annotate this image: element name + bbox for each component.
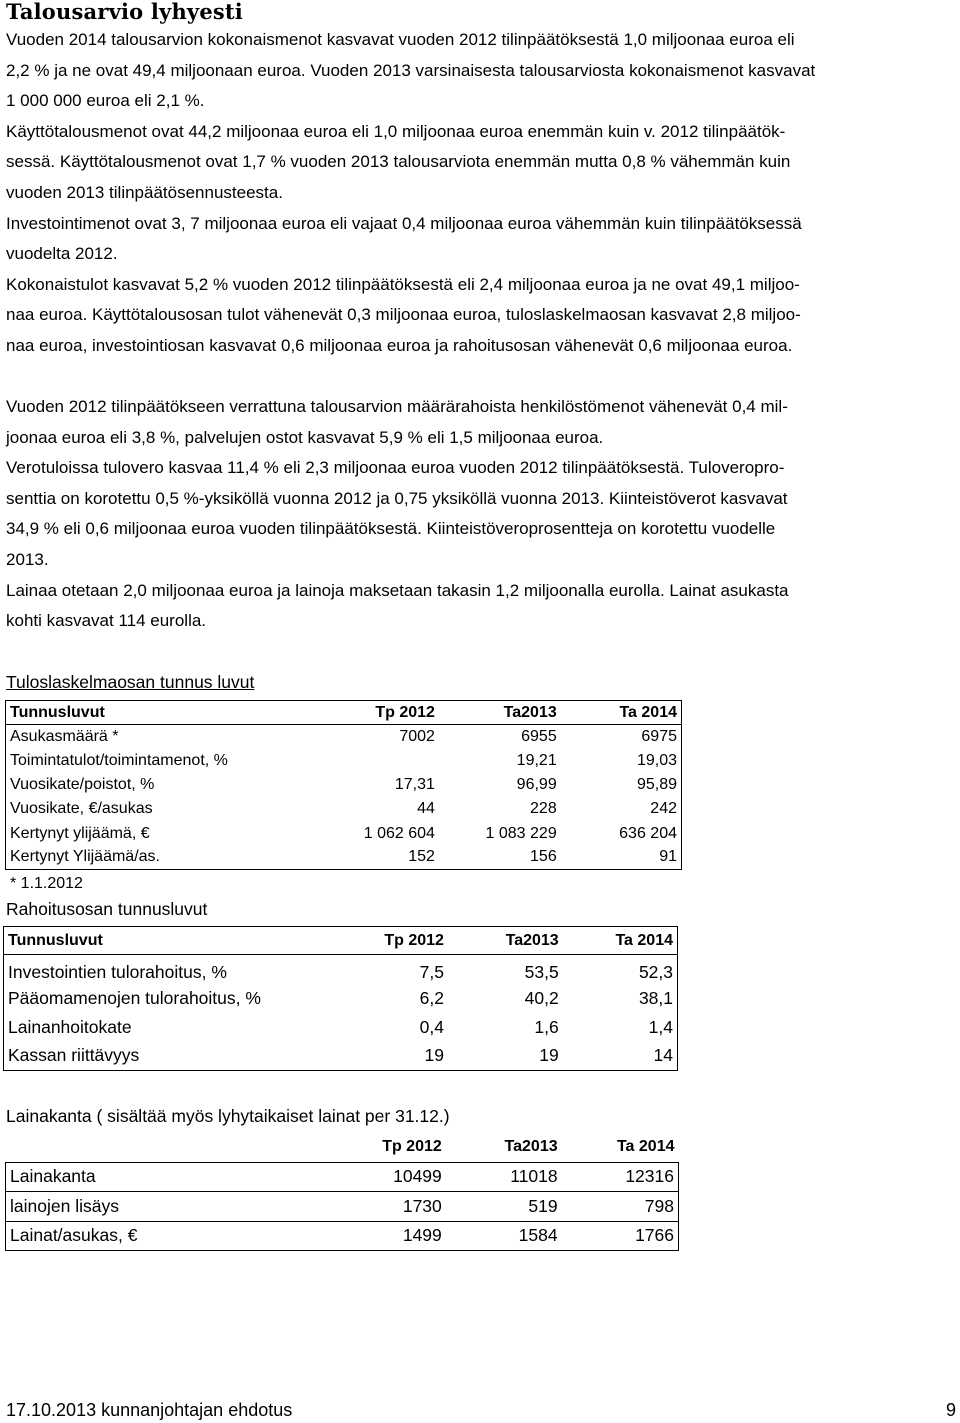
table-header-row (6, 701, 682, 725)
row-label: Kertynyt Ylijäämä/as. (10, 848, 160, 866)
table-cell: 156 (530, 848, 557, 866)
table-cell: 1584 (446, 1221, 562, 1251)
table-cell: 53,5 (524, 961, 559, 982)
table-row (6, 821, 682, 845)
table-cell: 19 (539, 1045, 559, 1066)
text-line: Investointimenot ovat 3, 7 miljoonaa euroa eli vajaat 0,4 miljoonaa euroa vähemmän kuin tilinpäätöksessä (6, 213, 802, 233)
table-row (6, 1192, 679, 1222)
loan-stock-table (5, 1133, 679, 1251)
page-heading: Talousarvio lyhyesti (6, 0, 243, 24)
table-cell: 38,1 (638, 987, 673, 1008)
table-cell: 14 (653, 1045, 673, 1066)
row-label: Investointien tulorahoitus, % (8, 961, 227, 982)
column-header: Ta2013 (448, 927, 563, 955)
column-header: Ta 2014 (562, 1133, 679, 1162)
table-row (6, 1221, 679, 1251)
row-label: Toimintatulot/toimintamenot, % (10, 751, 228, 769)
table-row (6, 846, 682, 870)
table-cell: 1499 (329, 1221, 446, 1251)
text-line: 1 000 000 euroa eli 2,1 %. (6, 91, 205, 111)
table-cell: 1,6 (534, 1016, 559, 1037)
text-line: senttia on korotettu 0,5 %-yksiköllä vuonna 2012 ja 0,75 yksiköllä vuonna 2013. Kiinteistöverot kasvavat (6, 488, 788, 508)
text-line: vuodelta 2012. (6, 244, 118, 264)
page-number: 9 (945, 1400, 956, 1420)
text-line: Verotuloissa tulovero kasvaa 11,4 % eli 2,3 miljoonaa euroa vuoden 2012 tilinpäätöksestä. Tuloveropro- (6, 458, 785, 478)
table-cell: 1,4 (648, 1016, 673, 1037)
table-cell: 152 (408, 848, 435, 866)
table-cell: 96,99 (516, 776, 557, 794)
text-line: 2013. (6, 549, 49, 569)
column-header: Ta2013 (439, 701, 561, 725)
table1-title: Tuloslaskelmaosan tunnus luvut (6, 672, 255, 692)
table-row (4, 1042, 678, 1071)
text-line: vuoden 2013 tilinpäätösennusteesta. (6, 182, 283, 202)
table-cell: 12316 (562, 1162, 679, 1192)
table-cell: 95,89 (636, 776, 677, 794)
table-cell: 11018 (446, 1162, 562, 1192)
income-statement-table (5, 700, 682, 870)
text-line: kohti kasvavat 114 eurolla. (6, 611, 207, 631)
row-label: Vuosikate, €/asukas (10, 800, 153, 818)
row-label: Vuosikate/poistot, % (10, 776, 155, 794)
summary-section (6, 25, 946, 362)
table-row (6, 797, 682, 821)
table-cell: 0,4 (419, 1016, 444, 1037)
text-line: 34,9 % eli 0,6 miljoonaa euroa vuoden tilinpäätöksestä. Kiinteistöveroprosentteja on korotettu vuodelle (6, 519, 776, 539)
text-line: Kokonaistulot kasvavat 5,2 % vuoden 2012 tilinpäätöksestä eli 2,4 miljoonaa euroa ja ne ovat 49,1 miljoo- (6, 274, 800, 294)
text-line: Lainaa otetaan 2,0 miljoonaa euroa ja lainoja maksetaan takasin 1,2 miljoonalla eurolla. Lainat asukasta (6, 580, 789, 600)
column-header (6, 1133, 329, 1162)
row-label: Lainanhoitokate (8, 1016, 132, 1037)
table-cell: 1 062 604 (363, 824, 435, 842)
column-header: Ta 2014 (561, 701, 682, 725)
table-cell: 19,03 (636, 751, 677, 769)
table-row (4, 955, 678, 984)
table-cell: 19 (424, 1045, 444, 1066)
row-label: Lainat/asukas, € (6, 1221, 329, 1251)
table-cell: 1730 (329, 1192, 446, 1222)
row-label: Pääomamenojen tulorahoitus, % (8, 987, 261, 1008)
table-row (6, 773, 682, 797)
table-row (6, 725, 682, 749)
table-cell: 519 (446, 1192, 562, 1222)
table-cell: 44 (417, 800, 435, 818)
table1-footnote: * 1.1.2012 (10, 875, 83, 892)
text-line: naa euroa, investointiosan kasvavat 0,6 miljoonaa euroa ja rahoitusosan vähenevät 0,6 miljoonaa euroa. (6, 335, 793, 355)
column-header: Ta 2014 (563, 927, 678, 955)
row-label: Kassan riittävyys (8, 1045, 140, 1066)
table-cell: 228 (530, 800, 557, 818)
table-cell: 7,5 (419, 961, 444, 982)
table-cell: 10499 (329, 1162, 446, 1192)
text-line: sessä. Käyttötalousmenot ovat 1,7 % vuoden 2013 talousarviota enemmän mutta 0,8 % vähemmän kuin (6, 152, 791, 172)
column-header: Ta2013 (446, 1133, 562, 1162)
table-cell: 6,2 (419, 987, 444, 1008)
table-cell: 52,3 (638, 961, 673, 982)
table-row (4, 984, 678, 1013)
row-label: Asukasmäärä * (10, 728, 119, 746)
table2-title: Rahoitusosan tunnusluvut (6, 899, 208, 919)
appropriations-section (6, 392, 946, 637)
text-line: joonaa euroa eli 3,8 %, palvelujen ostot kasvavat 5,9 % eli 1,5 miljoonaa euroa. (6, 427, 604, 447)
table3-title: Lainakanta ( sisältää myös lyhytaikaiset lainat per 31.12.) (6, 1106, 450, 1126)
row-label: Lainakanta (6, 1162, 329, 1192)
text-line: Vuoden 2014 talousarvion kokonaismenot kasvavat vuoden 2012 tilinpäätöksestä 1,0 miljoonaa euroa eli (6, 30, 795, 49)
row-label: lainojen lisäys (6, 1192, 329, 1222)
table-cell: 40,2 (524, 987, 559, 1008)
table-cell: 242 (650, 800, 677, 818)
column-header: Tunnusluvut (4, 927, 331, 955)
table-header-row (6, 1133, 679, 1162)
table-cell: 798 (562, 1192, 679, 1222)
table-cell: 1766 (562, 1221, 679, 1251)
text-line: naa euroa. Käyttötalousosan tulot vähenevät 0,3 miljoonaa euroa, tuloslaskelmaosan kasvavat 2,8 miljoo- (6, 305, 801, 325)
footer-date-label: 17.10.2013 kunnanjohtajan ehdotus (6, 1400, 293, 1420)
table-row (6, 749, 682, 773)
column-header: Tp 2012 (322, 701, 439, 725)
table-cell: 7002 (399, 728, 435, 746)
table-cell: 6955 (521, 728, 557, 746)
table-cell: 17,31 (394, 776, 435, 794)
table-cell: 91 (659, 848, 677, 866)
financing-table (3, 926, 678, 1071)
text-line: Käyttötalousmenot ovat 44,2 miljoonaa euroa eli 1,0 miljoonaa euroa enemmän kuin v. 2012 tilinpäätök- (6, 121, 786, 141)
table-cell: 1 083 229 (485, 824, 557, 842)
column-header: Tunnusluvut (6, 701, 323, 725)
table-header-row (4, 927, 678, 955)
table-cell: 6975 (641, 728, 677, 746)
column-header: Tp 2012 (329, 1133, 446, 1162)
column-header: Tp 2012 (330, 927, 448, 955)
table-row (4, 1013, 678, 1042)
table-cell: 19,21 (516, 751, 557, 769)
table-row (6, 1162, 679, 1192)
text-line: 2,2 % ja ne ovat 49,4 miljoonaan euroa. Vuoden 2013 varsinaisesta talousarviosta kokonaismenot kasvavat (6, 60, 816, 80)
table-cell (322, 749, 439, 773)
text-line: Vuoden 2012 tilinpäätökseen verrattuna talousarvion määrärahoista henkilöstömenot vähenevät 0,4 mil- (6, 397, 788, 416)
row-label: Kertynyt ylijäämä, € (10, 824, 150, 842)
table-cell: 636 204 (619, 824, 677, 842)
